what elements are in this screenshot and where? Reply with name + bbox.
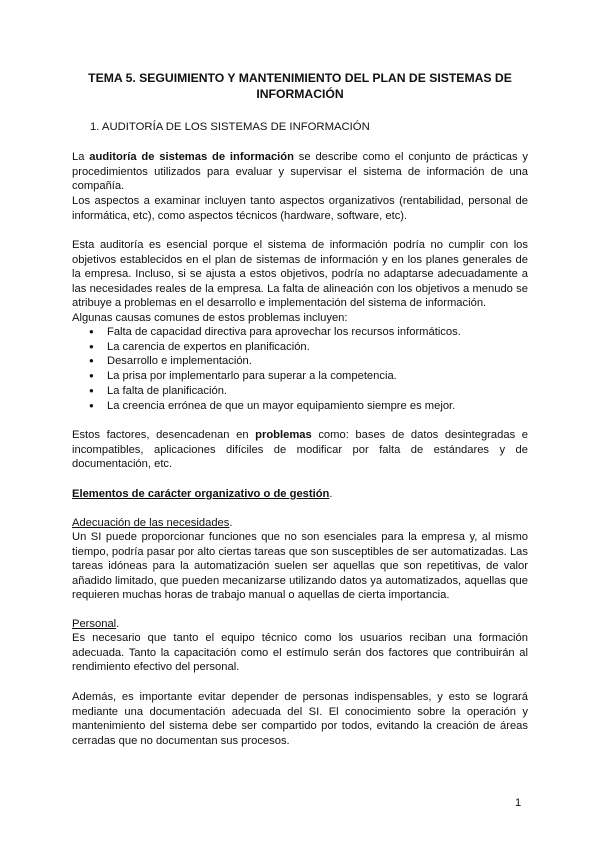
bold-term: problemas (255, 429, 312, 441)
personal-heading-text: Personal (72, 618, 117, 630)
list-item: ● La creencia errónea de que un mayor equipamiento siempre es mejor. (72, 399, 528, 414)
adecuacion-heading (72, 516, 528, 531)
heading-dot: . (116, 618, 120, 630)
paragraph-importance: Esta auditoría es esencial porque el sistema de información podría no cumplir con los objetivos establecidos en el plan de sistemas de información y en los planes generales de la empresa. Incluso, si se ajusta a estos objetivos, podría no adaptarse adecuadamente a las necesidades reales de la empresa. La falta de alineación con los objetivos a menudo se atribuye a problemas en el desarrollo e implementación del sistema de información. (72, 239, 528, 310)
page-number: 1 (515, 797, 522, 809)
section-heading: 1. AUDITORÍA DE LOS SISTEMAS DE INFORMACIÓN (90, 121, 370, 133)
paragraph-aspects: Los aspectos a examinar incluyen tanto aspectos organizativos (rentabilidad, personal de informática, etc), como aspectos técnicos (hardware, software, etc). (72, 195, 528, 222)
heading-dot: . (229, 517, 233, 529)
paragraph-problems (72, 428, 528, 472)
heading-dot: . (329, 488, 333, 500)
bold-term: auditoría de sistemas de información (89, 151, 294, 163)
text-run: se describe como el conjunto de prácticas y procedimientos utilizados para evaluar y supervisar el sistema de información de una compañía. (72, 151, 528, 193)
text-run: como: bases de datos desintegradas e incompatibles, aplicaciones difíciles de modificar por falta de estándares y de documentación, etc. (72, 429, 528, 471)
paragraph-intro (72, 150, 528, 194)
org-heading-text: Elementos de carácter organizativo o de gestión (72, 488, 330, 500)
document-title: TEMA 5. SEGUIMIENTO Y MANTENIMIENTO DEL PLAN DE SISTEMAS DE INFORMACIÓN (88, 71, 512, 101)
list-item: ● Desarrollo e implementación. (72, 354, 528, 369)
text-run: La (72, 151, 90, 163)
list-item: ● La prisa por implementarlo para superar a la competencia. (72, 369, 528, 384)
org-heading (72, 487, 528, 502)
causes-list (72, 325, 528, 413)
personal-heading (72, 617, 528, 632)
text-run: Estos factores, desencadenan en (72, 429, 256, 441)
causes-intro: Algunas causas comunes de estos problemas incluyen: (72, 312, 348, 324)
adecuacion-heading-text: Adecuación de las necesidades (72, 517, 230, 529)
paragraph-adecuacion: Un SI puede proporcionar funciones que no son esenciales para la empresa y, al mismo tiempo, podría pasar por alto ciertas tareas que son susceptibles de ser automatizadas. Las tareas idóneas para la automatización suelen ser aquellas que son repetitivas, de valor añadido limitado, que pueden mecanizarse utilizando datos ya automatizados, aquellas que requieren muchas horas de trabajo manual o aquellas de cierta importancia. (72, 531, 528, 602)
paragraph-documentation: Además, es importante evitar depender de personas indispensables, y esto se logrará mediante una documentación adecuada del SI. El conocimiento sobre la operación y mantenimiento del sistema debe ser compartido por todos, evitando la creación de áreas cerradas que no documentan sus procesos. (72, 691, 528, 747)
list-item: ● Falta de capacidad directiva para aprovechar los recursos informáticos. (72, 325, 528, 340)
list-item: ● La carencia de expertos en planificación. (72, 340, 528, 355)
list-item: ● La falta de planificación. (72, 384, 528, 399)
paragraph-personal: Es necesario que tanto el equipo técnico como los usuarios reciban una formación adecuada. Tanto la capacitación como el estímulo serán dos factores que contribuirán al rendimiento efectivo del personal. (72, 632, 528, 674)
